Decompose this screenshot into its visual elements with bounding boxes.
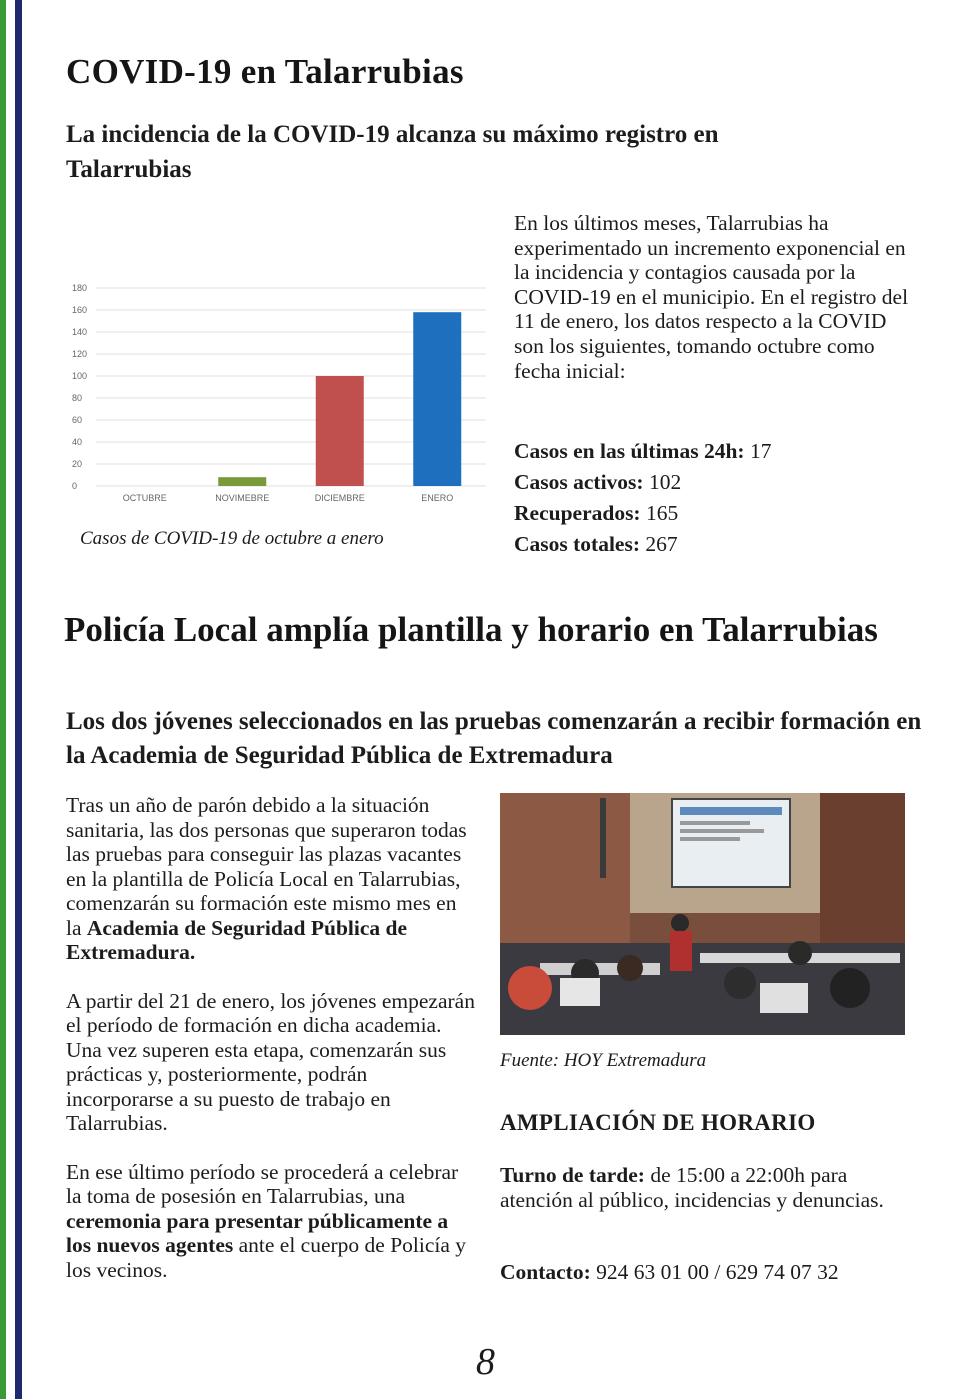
covid-stat-row [514, 467, 914, 498]
chart-bar [413, 312, 461, 486]
chart-y-tick-label: 0 [72, 481, 78, 491]
page-number: 8 [476, 1341, 495, 1383]
covid-stat-label: Casos totales: [514, 532, 640, 556]
chart-y-tick-label: 140 [72, 327, 88, 337]
chart-x-tick-label: ENERO [421, 493, 454, 503]
classroom-photo-drawing [500, 793, 905, 1035]
chart-y-tick-label: 20 [72, 459, 83, 469]
police-paragraph-3: En ese último período se procederá a celebrar la toma de posesión en Talarrubias, una ceremonia para presentar públicamente a los nuevos agentes ante el cuerpo de Policía y los vecinos. [66, 1159, 467, 1282]
classroom-photo [500, 793, 905, 1035]
section-covid-title: COVID-19 en Talarrubias [66, 52, 464, 91]
section-police-title: Policía Local amplía plantilla y horario en Talarrubias [64, 610, 878, 649]
chart-y-tick-label: 120 [72, 349, 88, 359]
police-paragraph-2: A partir del 21 de enero, los jóvenes empezarán el período de formación en dicha academia. Una vez superen esta etapa, comenzarán sus prácticas y, posteriormente, podrán incorporarse a su puesto de trabajo en Talarrubias. [66, 988, 475, 1135]
chart-y-tick-label: 180 [72, 283, 88, 293]
covid-stat-label: Casos activos: [514, 470, 644, 494]
police-article-body [66, 793, 476, 1306]
left-navy-stripe [15, 0, 22, 1399]
covid-intro-text: En los últimos meses, Talarrubias ha experimentado un incremento exponencial en la incidencia y contagios causada por la COVID-19 en el municipio. En el registro del 11 de enero, los datos respecto a la COVID son los siguientes, tomando octubre como fecha inicial: [514, 211, 909, 383]
chart-bar [218, 477, 266, 486]
covid-bar-chart [66, 270, 496, 510]
covid-stat-label: Recuperados: [514, 501, 641, 525]
covid-stat-value: 17 [744, 439, 772, 463]
covid-stats-list [514, 436, 914, 560]
covid-stat-value: 102 [643, 470, 682, 494]
covid-stat-label: Casos en las últimas 24h: [514, 439, 745, 463]
section-police-subtitle: Los dos jóvenes seleccionados en las pruebas comenzarán a recibir formación en la Academia de Seguridad Pública de Extremadura [66, 708, 922, 769]
left-green-stripe [0, 0, 6, 1399]
police-paragraph-1: Tras un año de parón debido a la situación sanitaria, las dos personas que superaron todas las pruebas para conseguir las plazas vacantes en la plantilla de Policía Local en Talarrubias, comenzarán su formación este mismo mes en la Academia de Seguridad Pública de Extremadura. [66, 793, 467, 964]
chart-caption: Casos de COVID-19 de octubre a enero [80, 528, 384, 549]
covid-stat-row [514, 529, 914, 560]
chart-y-tick-label: 60 [72, 415, 83, 425]
chart-bar [316, 376, 364, 486]
turno-tarde-text: Turno de tarde: de 15:00 a 22:00h para atención al público, incidencias y denuncias. [500, 1163, 884, 1212]
contact-text: Contacto: 924 63 01 00 / 629 74 07 32 [500, 1260, 839, 1284]
chart-x-tick-label: OCTUBRE [122, 493, 167, 503]
chart-y-tick-label: 100 [72, 371, 88, 381]
chart-x-tick-label: NOVIMEBRE [215, 493, 270, 503]
chart-y-tick-label: 80 [72, 393, 83, 403]
chart-y-tick-label: 160 [72, 305, 88, 315]
covid-stat-value: 165 [640, 501, 679, 525]
horario-heading: AMPLIACIÓN DE HORARIO [500, 1110, 816, 1135]
section-covid-subtitle: La incidencia de la COVID-19 alcanza su máximo registro en Talarrubias [66, 121, 719, 183]
chart-x-tick-label: DICIEMBRE [314, 493, 365, 503]
covid-stat-row [514, 498, 914, 529]
photo-caption: Fuente: HOY Extremadura [500, 1050, 707, 1071]
covid-stat-row [514, 436, 914, 467]
covid-stat-value: 267 [640, 532, 678, 556]
chart-y-tick-label: 40 [72, 437, 83, 447]
